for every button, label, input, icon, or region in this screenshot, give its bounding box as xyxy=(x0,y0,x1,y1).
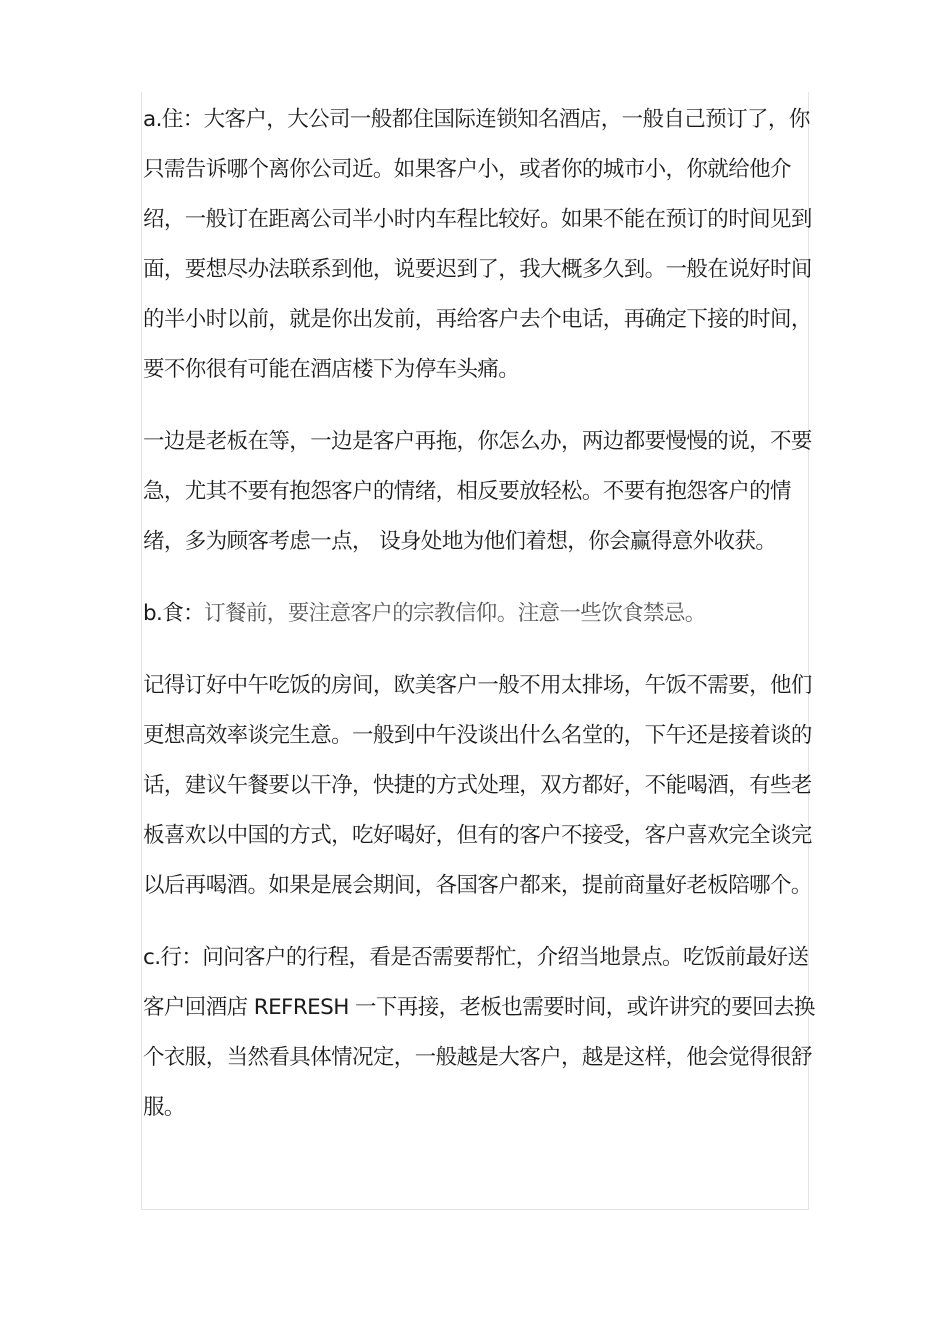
paragraph-lodging: a.住：大客户，大公司一般都住国际连锁知名酒店，一般自己预订了，你只需告诉哪个离你公司近。如果客户小，或者你的城市小，你就给他介绍，一般订在距离公司半小时内车程比较好。如果不能在预订的时间见到面，要想尽办法联系到他，说要迟到了，我大概多久到。一般在说好时间的半小时以前，就是你出发前，再给客户去个电话，再确定下接的时间，要不你很有可能在酒店楼下为停车头痛。 xyxy=(143,107,812,382)
paragraph-lunch: 记得订好中午吃饭的房间，欧美客户一般不用太排场，午饭不需要，他们更想高效率谈完生意。一般到中午没谈出什么名堂的，下午还是接着谈的话，建议午餐要以干净，快捷的方式处理，双方都好，不能喝酒，有些老板喜欢以中国的方式，吃好喝好，但有的客户不接受，客户喜欢完全谈完以后再喝酒。如果是展会期间，各国客户都来，提前商量好老板陪哪个。 xyxy=(143,673,812,898)
paragraph-boss-client: 一边是老板在等，一边是客户再拖，你怎么办，两边都要慢慢的说，不要急，尤其不要有抱怨客户的情绪，相反要放轻松。不要有抱怨客户的情绪，多为顾客考虑一点， 设身处地为他们着想，你会赢得意外收获。 xyxy=(143,429,812,554)
paragraph-food-text: 订餐前，要注意客户的宗教信仰。注意一些饮食禁忌。 xyxy=(204,601,706,626)
paragraph-travel: c.行：问问客户的行程，看是否需要帮忙，介绍当地景点。吃饭前最好送客户回酒店 REFRESH 一下再接，老板也需要时间，或许讲究的要回去换个衣服，当然看具体情况定，一般越是大客户，越是这样，他会觉得很舒服。 xyxy=(143,945,815,1120)
paragraph-food-prefix: b.食： xyxy=(143,601,205,626)
document-body xyxy=(143,95,821,1155)
paragraph-food xyxy=(143,589,821,639)
